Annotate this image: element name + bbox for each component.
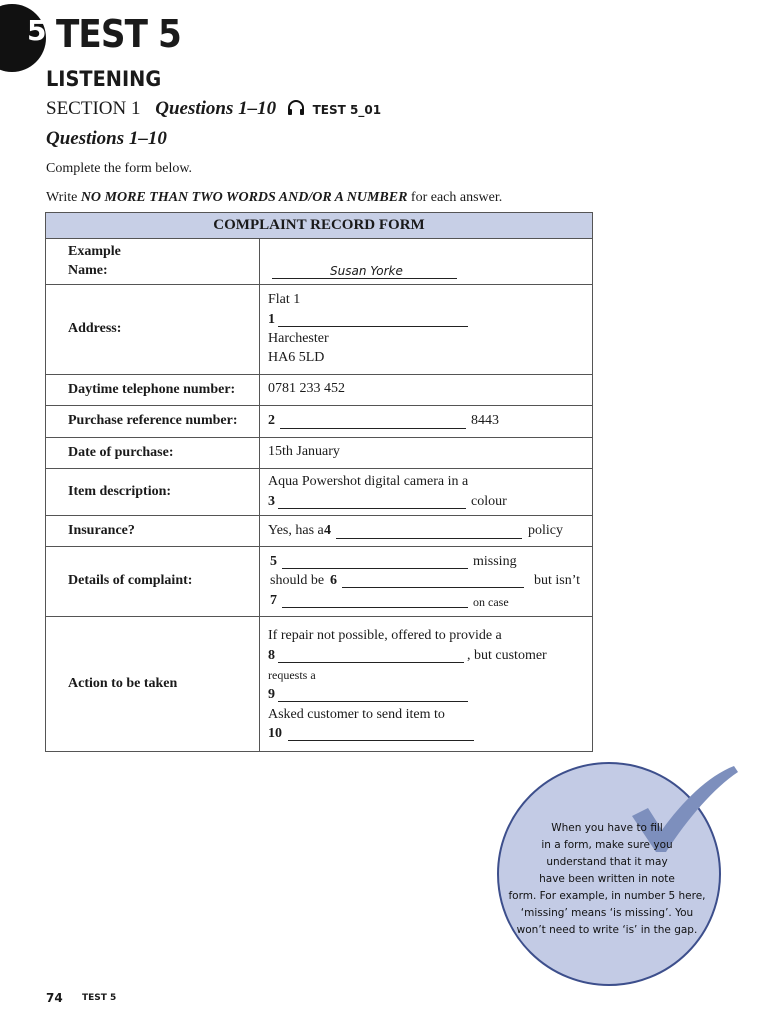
complaint-q7-suffix: on case bbox=[473, 595, 509, 609]
tip-line: form. For example, in number 5 here, bbox=[508, 890, 706, 902]
headphones-icon bbox=[287, 100, 305, 116]
form-row-example bbox=[46, 238, 592, 285]
address-label: Address: bbox=[46, 284, 260, 374]
complaint-q6-suffix: but isn’t bbox=[534, 573, 581, 588]
answer-gap-10[interactable] bbox=[288, 740, 474, 741]
answer-gap-4[interactable] bbox=[336, 538, 522, 539]
address-value bbox=[260, 284, 592, 374]
answer-gap-6[interactable] bbox=[342, 587, 524, 588]
form-row-complaint bbox=[46, 546, 592, 617]
form-row-insurance bbox=[46, 515, 592, 547]
instruction-word-limit: NO MORE THAN TWO WORDS AND/OR A NUMBER bbox=[80, 190, 408, 205]
item-label: Item description: bbox=[46, 468, 260, 515]
form-row-phone bbox=[46, 374, 592, 406]
complaint-label: Details of complaint: bbox=[46, 546, 260, 616]
action-line-3: requests a bbox=[268, 668, 316, 682]
question-10-number: 10 bbox=[268, 726, 282, 741]
answer-gap-2[interactable] bbox=[280, 428, 466, 429]
address-line-3: Harchester bbox=[268, 331, 329, 346]
action-label: Action to be taken bbox=[46, 616, 260, 751]
tip-line: in a form, make sure you bbox=[541, 839, 673, 851]
insurance-prefix: Yes, has a bbox=[268, 523, 324, 538]
section-line bbox=[46, 98, 381, 120]
section-label: SECTION 1 bbox=[46, 98, 141, 119]
tip-text bbox=[502, 820, 712, 939]
example-label-line1: Example bbox=[68, 244, 121, 259]
form-row-purchase-reference bbox=[46, 405, 592, 438]
complaint-record-form bbox=[45, 212, 593, 752]
answer-gap-9[interactable] bbox=[278, 701, 468, 702]
answer-gap-1[interactable] bbox=[278, 326, 468, 327]
tip-line: understand that it may bbox=[546, 856, 668, 868]
example-value bbox=[260, 238, 592, 284]
page-number: 74 bbox=[46, 991, 63, 1005]
footer-label: TEST 5 bbox=[82, 993, 117, 1003]
form-row-action bbox=[46, 616, 592, 751]
address-line-4: HA6 5LD bbox=[268, 350, 325, 365]
example-label-line2: Name: bbox=[68, 263, 108, 278]
answer-gap-3[interactable] bbox=[278, 508, 466, 509]
insurance-value bbox=[260, 515, 592, 546]
item-value bbox=[260, 468, 592, 515]
question-7-number: 7 bbox=[270, 593, 277, 608]
item-suffix: colour bbox=[471, 494, 507, 509]
test-title: TEST 5 bbox=[56, 12, 181, 56]
instruction-prefix: Write bbox=[46, 190, 81, 205]
phone-label: Daytime telephone number: bbox=[46, 374, 260, 405]
complaint-q6-prefix: should be bbox=[270, 573, 325, 588]
date-of-purchase: 15th January bbox=[268, 444, 340, 459]
instruction-suffix: for each answer. bbox=[407, 190, 503, 205]
phone-number: 0781 233 452 bbox=[268, 381, 345, 396]
form-row-item bbox=[46, 468, 592, 516]
complaint-value bbox=[260, 546, 592, 616]
form-row-address bbox=[46, 284, 592, 375]
purchase-ref-label: Purchase reference number: bbox=[46, 405, 260, 437]
action-q8-suffix: , but customer bbox=[467, 648, 547, 663]
insurance-suffix: policy bbox=[528, 523, 563, 538]
action-line-5: Asked customer to send item to bbox=[268, 707, 445, 722]
phone-value bbox=[260, 374, 592, 405]
question-8-number: 8 bbox=[268, 648, 275, 663]
section-heading: LISTENING bbox=[46, 67, 162, 91]
question-2-number: 2 bbox=[268, 413, 275, 428]
instruction-line-2 bbox=[46, 190, 502, 206]
question-5-number: 5 bbox=[270, 554, 277, 569]
question-1-number: 1 bbox=[268, 312, 275, 327]
question-6-number: 6 bbox=[330, 573, 337, 588]
questions-heading: Questions 1–10 bbox=[46, 128, 167, 149]
address-line-1: Flat 1 bbox=[268, 292, 301, 307]
item-description-line1: Aqua Powershot digital camera in a bbox=[268, 474, 469, 489]
date-label: Date of purchase: bbox=[46, 437, 260, 468]
tip-line: won’t need to write ‘is’ in the gap. bbox=[516, 924, 698, 936]
form-title: COMPLAINT RECORD FORM bbox=[46, 213, 592, 239]
tip-line: ‘missing’ means ‘is missing’. You bbox=[520, 907, 694, 919]
example-answer-line bbox=[272, 278, 457, 279]
audio-track-code: TEST 5_01 bbox=[312, 103, 382, 117]
purchase-ref-value bbox=[260, 405, 592, 437]
answer-gap-8[interactable] bbox=[278, 662, 464, 663]
date-value bbox=[260, 437, 592, 468]
purchase-ref-suffix: 8443 bbox=[471, 413, 499, 428]
tip-line: When you have to fill bbox=[551, 822, 663, 834]
complaint-q5-suffix: missing bbox=[473, 554, 517, 569]
form-row-date bbox=[46, 437, 592, 469]
action-line-1: If repair not possible, offered to provide a bbox=[268, 628, 502, 643]
example-label bbox=[46, 238, 260, 284]
section-questions: Questions 1–10 bbox=[155, 98, 277, 119]
example-answer: Susan Yorke bbox=[330, 264, 403, 278]
answer-gap-5[interactable] bbox=[282, 568, 468, 569]
answer-gap-7[interactable] bbox=[282, 607, 468, 608]
test-badge-number: 5 bbox=[27, 14, 47, 47]
insurance-label: Insurance? bbox=[46, 515, 260, 546]
question-3-number: 3 bbox=[268, 494, 275, 509]
instruction-line-1: Complete the form below. bbox=[46, 161, 193, 176]
action-value bbox=[260, 616, 592, 751]
tip-line: have been written in note bbox=[539, 873, 675, 885]
question-4-number: 4 bbox=[324, 523, 331, 538]
question-9-number: 9 bbox=[268, 687, 275, 702]
